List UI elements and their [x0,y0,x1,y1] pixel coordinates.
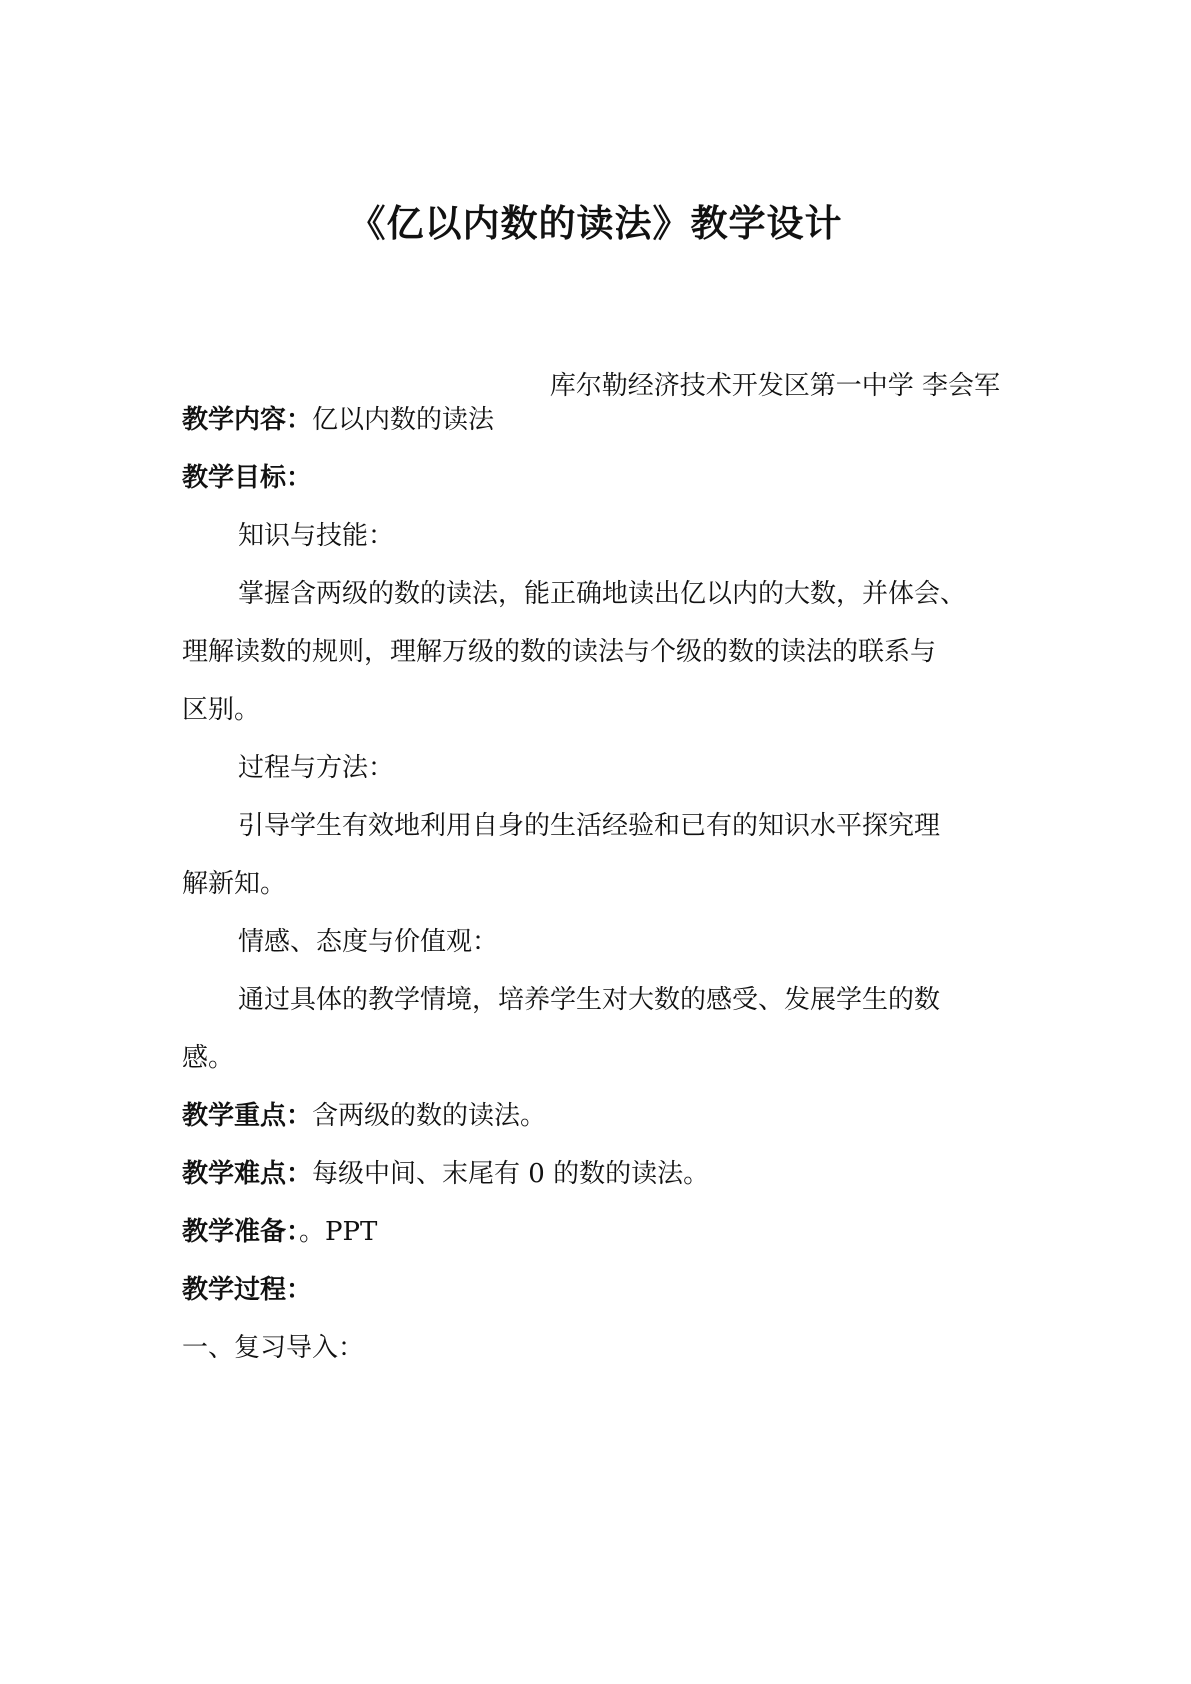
content-label: 教学内容： [182,405,313,435]
content-value: 亿以内数的读法 [312,405,495,435]
key-point-label: 教学重点： [182,1101,313,1131]
emotion-line-2: 感。 [182,1043,235,1073]
knowledge-line-2: 理解读数的规则，理解万级的数的读法与个级的数的读法的联系与 [182,637,937,667]
preparation-value: 。PPT [299,1217,378,1247]
knowledge-line-1: 掌握含两级的数的读法，能正确地读出亿以内的大数，并体会、 [238,579,967,609]
goals-row [182,458,312,498]
document-title: 《亿以内数的读法》教学设计 [348,202,843,245]
difficulty-value: 每级中间、末尾有 0 的数的读法。 [312,1159,710,1189]
key-point-row [182,1096,546,1136]
emotion-line-1: 通过具体的教学情境，培养学生对大数的感受、发展学生的数 [238,985,941,1015]
author-line: 库尔勒经济技术开发区第一中学 李会军 [549,371,1000,401]
key-point-value: 含两级的数的读法。 [312,1101,547,1131]
preparation-row [182,1212,377,1252]
procedure-row [182,1270,312,1310]
emotion-heading: 情感、态度与价值观： [238,927,499,957]
process-line-1: 引导学生有效地利用自身的生活经验和已有的知识水平探究理 [238,811,941,841]
content-row [182,400,494,440]
difficulty-row [182,1154,709,1194]
preparation-label: 教学准备： [182,1217,300,1247]
goals-label: 教学目标： [182,463,313,493]
process-line-2: 解新知。 [182,869,287,899]
knowledge-heading: 知识与技能： [238,521,395,551]
knowledge-line-3: 区别。 [182,695,261,725]
process-heading: 过程与方法： [238,753,395,783]
procedure-label: 教学过程： [182,1275,313,1305]
difficulty-label: 教学难点： [182,1159,313,1189]
step-1-heading: 一、复习导入： [182,1333,365,1363]
